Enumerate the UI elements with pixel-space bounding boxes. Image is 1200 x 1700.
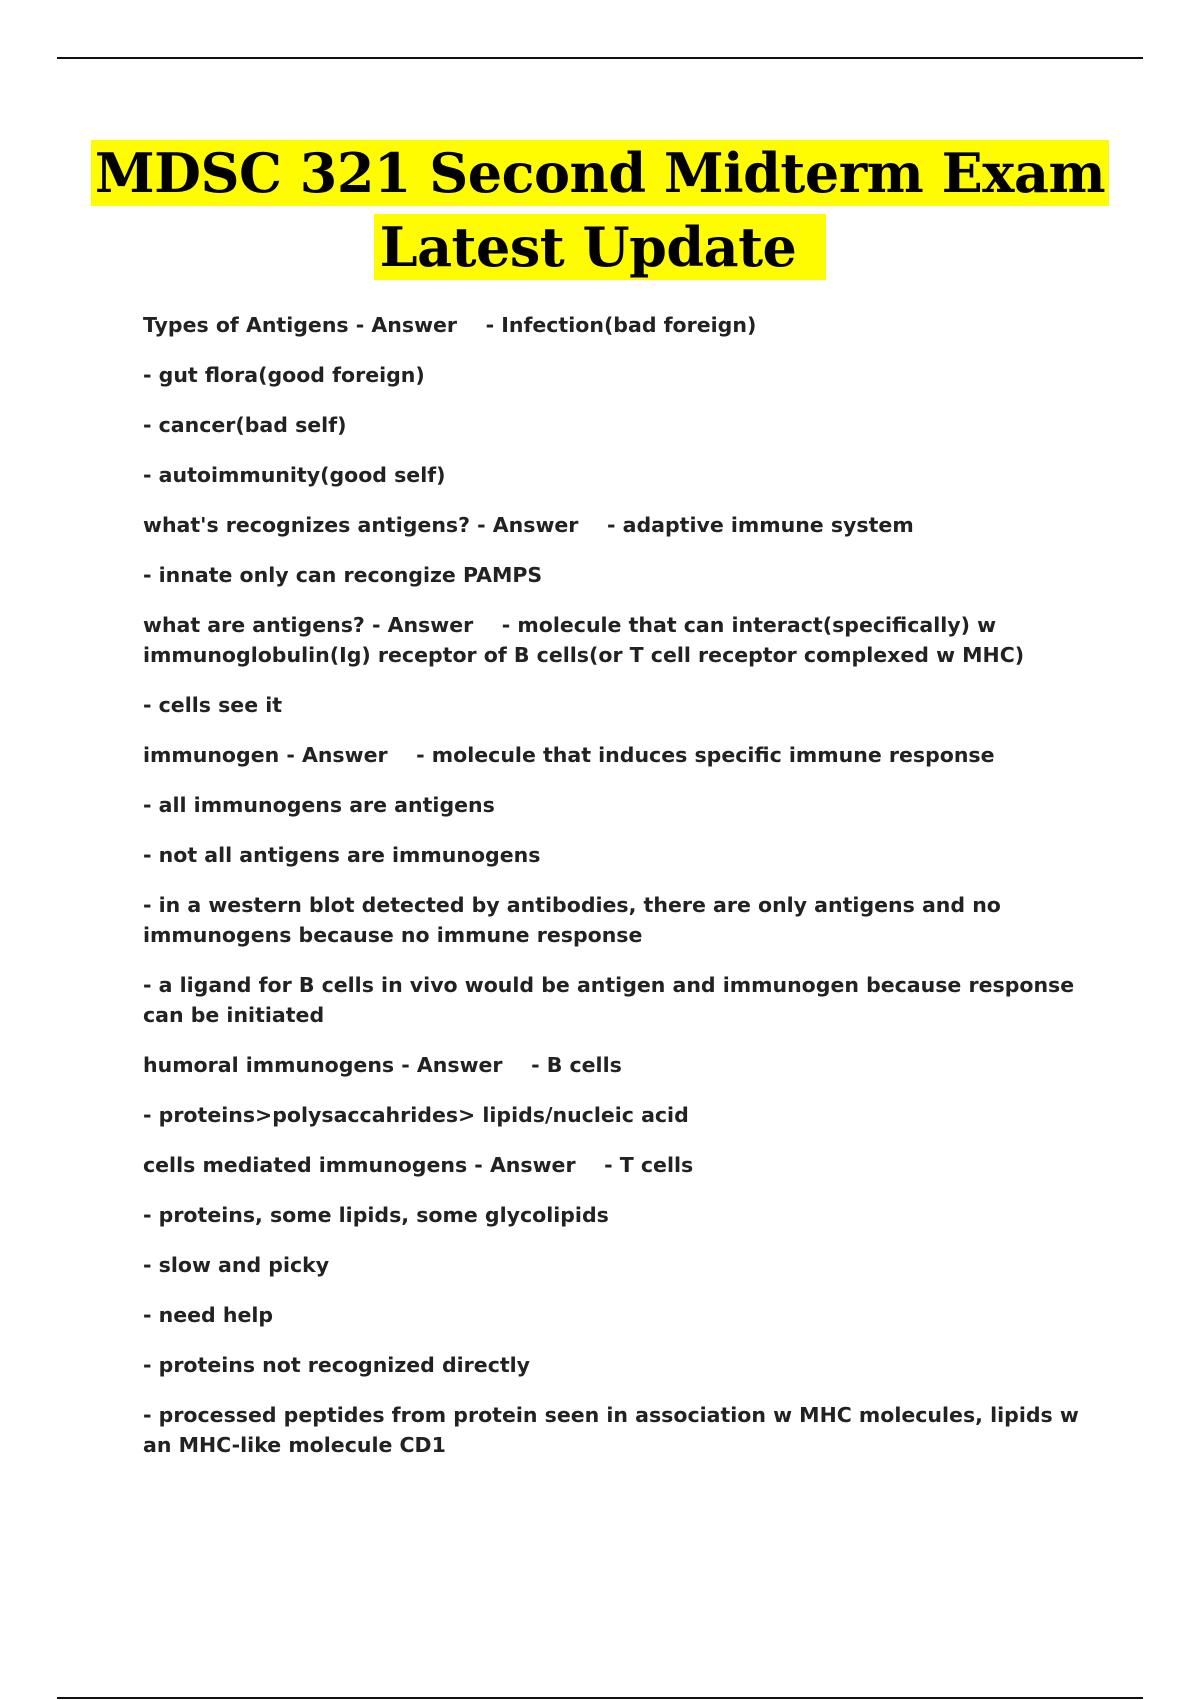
qa-item [143, 510, 1088, 540]
list-item: - cells see it [143, 693, 283, 717]
question-text: cells mediated immunogens - Answer [143, 1153, 576, 1177]
top-rule [57, 57, 1143, 59]
list-item: - in a western blot detected by antibodies, there are only antigens and no immunogens because no immune response [143, 893, 1001, 947]
question-text: immunogen - Answer [143, 743, 388, 767]
qa-item [143, 610, 1088, 670]
qa-item [143, 1150, 1088, 1180]
list-item: - proteins>polysaccahrides> lipids/nucleic acid [143, 1103, 689, 1127]
answer-text: - adaptive immune system [606, 513, 914, 537]
question-text: humoral immunogens - Answer [143, 1053, 503, 1077]
list-item: - gut flora(good foreign) [143, 363, 425, 387]
list-item: - proteins not recognized directly [143, 1353, 531, 1377]
answer-text: - Infection(bad foreign) [485, 313, 757, 337]
bottom-rule [57, 1697, 1143, 1699]
list-item: - proteins, some lipids, some glycolipids [143, 1203, 609, 1227]
list-item: - innate only can recongize PAMPS [143, 563, 543, 587]
answer-text: - molecule that can interact(specifically) w immunoglobulin(Ig) receptor of B cells(or T cell receptor complexed w MHC) [143, 613, 1025, 667]
question-text: Types of Antigens - Answer [143, 313, 458, 337]
answer-text: - molecule that induces specific immune response [416, 743, 995, 767]
answer-text: - B cells [531, 1053, 622, 1077]
qa-item [143, 310, 1088, 340]
list-item: - all immunogens are antigens [143, 793, 495, 817]
question-text: what's recognizes antigens? - Answer [143, 513, 579, 537]
title-line-1: MDSC 321 Second Midterm Exam [91, 140, 1109, 206]
question-text: what are antigens? - Answer [143, 613, 474, 637]
list-item: - slow and picky [143, 1253, 330, 1277]
list-item: - cancer(bad self) [143, 413, 347, 437]
list-item: - a ligand for B cells in vivo would be antigen and immunogen because response can be initiated [143, 973, 1075, 1027]
document-body [143, 310, 1088, 1480]
list-item: - not all antigens are immunogens [143, 843, 541, 867]
document-title [0, 140, 1200, 280]
list-item: - processed peptides from protein seen in association w MHC molecules, lipids w an MHC-like molecule CD1 [143, 1403, 1079, 1457]
title-line-2: Latest Update [374, 214, 827, 280]
qa-item [143, 740, 1088, 770]
answer-text: - T cells [604, 1153, 694, 1177]
qa-item [143, 1050, 1088, 1080]
list-item: - autoimmunity(good self) [143, 463, 446, 487]
list-item: - need help [143, 1303, 274, 1327]
